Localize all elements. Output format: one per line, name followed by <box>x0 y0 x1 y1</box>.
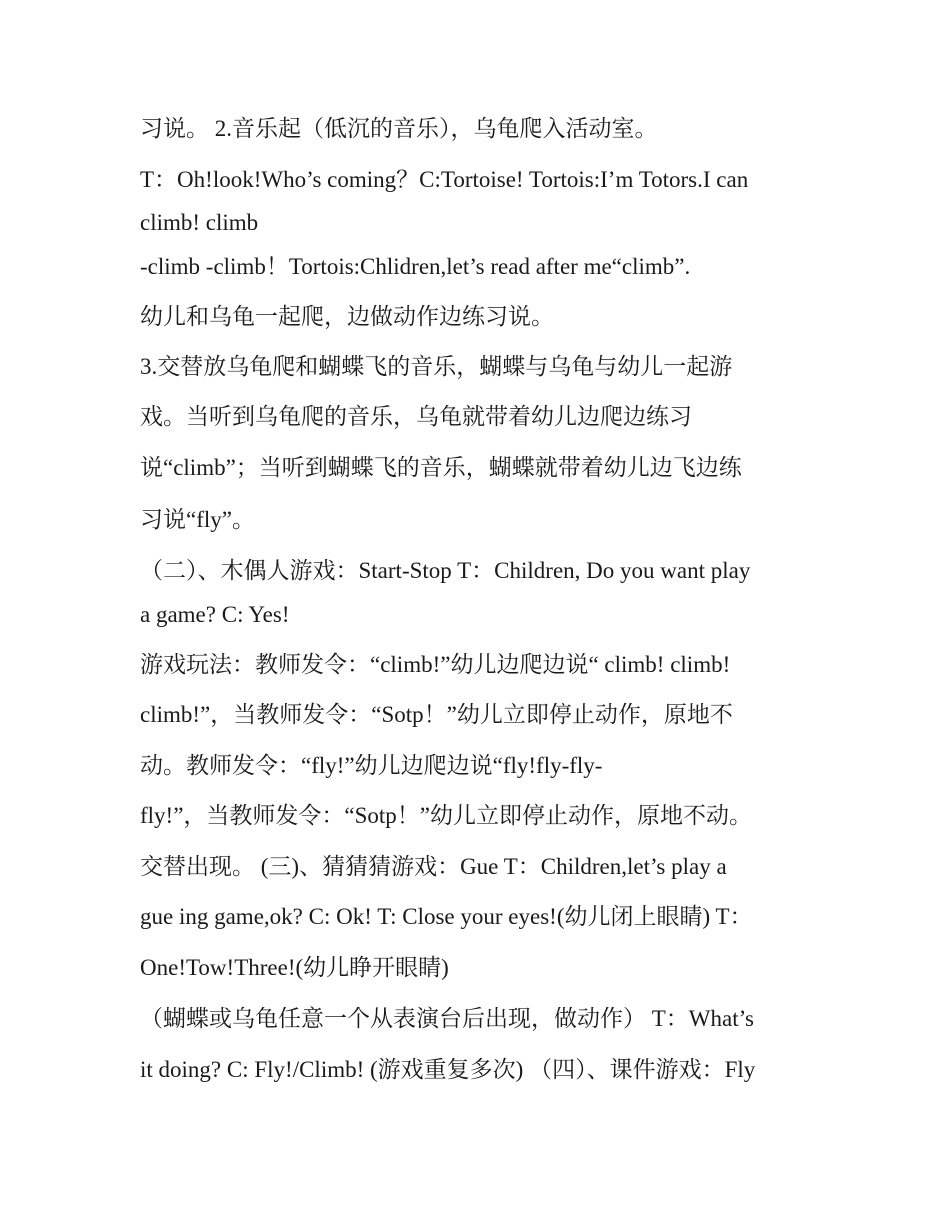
text-line: climb!”，当教师发令：“Sotp！”幼儿立即停止动作，原地不 <box>140 702 733 727</box>
text-line: -climb -climb！Tortois:Chlidren,let’s read after me“climb”. <box>140 254 691 279</box>
text-line: it doing? C: Fly!/Climb! (游戏重复多次) （四）、课件游戏：Fly <box>140 1057 756 1082</box>
text-line: （二）、木偶人游戏：Start-Stop T：Children, Do you want play <box>140 558 751 583</box>
text-line: 习说“fly”。 <box>140 507 255 532</box>
text-line: 动。教师发令：“fly!”幼儿边爬边说“fly!fly-fly- <box>140 753 603 778</box>
text-line: 说“climb”；当听到蝴蝶飞的音乐，蝴蝶就带着幼儿边飞边练 <box>140 455 742 480</box>
text-line: （蝴蝶或乌龟任意一个从表演台后出现，做动作） T：What’s <box>140 1006 754 1031</box>
text-line: gue ing game,ok? C: Ok! T: Close your eyes!(幼儿闭上眼睛) T： <box>140 904 753 929</box>
text-line: fly!”，当教师发令：“Sotp！”幼儿立即停止动作，原地不动。 <box>140 803 753 828</box>
text-line: 游戏玩法：教师发令：“climb!”幼儿边爬边说“ climb! climb! <box>140 652 731 677</box>
text-line: 幼儿和乌龟一起爬，边做动作边练习说。 <box>140 304 554 329</box>
text-line: 交替出现。 (三)、猜猜猜游戏：Gue T：Children,let’s play a <box>140 854 727 879</box>
text-line: 习说。 2.音乐起（低沉的音乐），乌龟爬入活动室。 <box>140 116 658 141</box>
text-line: One!Tow!Three!(幼儿睁开眼睛) <box>140 955 449 980</box>
text-line: 戏。当听到乌龟爬的音乐，乌龟就带着幼儿边爬边练习 <box>140 404 692 429</box>
text-line: climb! climb <box>140 210 259 235</box>
text-line: a game? C: Yes! <box>140 602 290 627</box>
text-line: T：Oh!look!Who’s coming？C:Tortoise! Tortois:I’m Totors.I can <box>140 167 749 192</box>
text-line: 3.交替放乌龟爬和蝴蝶飞的音乐，蝴蝶与乌龟与幼儿一起游 <box>140 354 733 379</box>
